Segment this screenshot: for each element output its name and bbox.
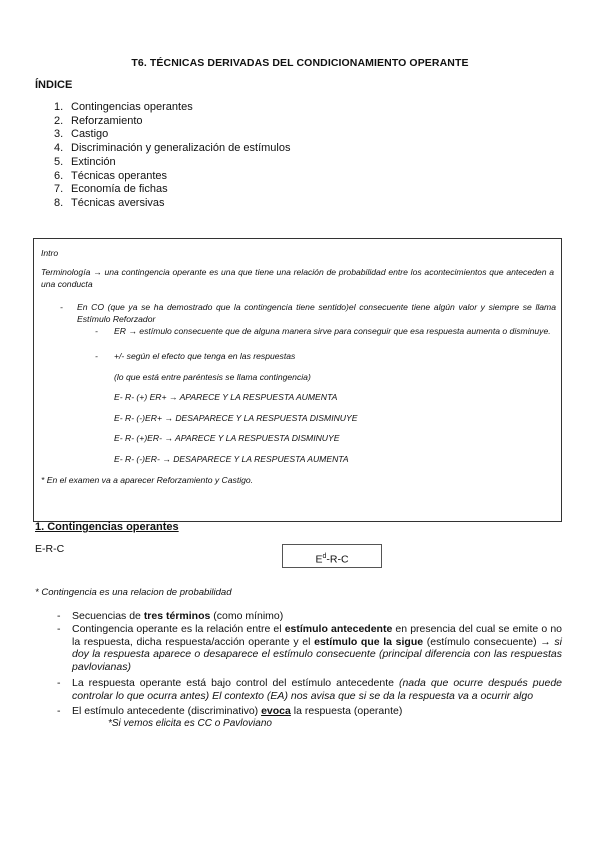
index-list [54,101,290,211]
index-item-label: Reforzamiento [71,114,143,127]
contingency-note: * Contingencia es una relacion de probabilidad [35,587,232,598]
b4-text-evoca: evoca [261,705,291,717]
intro-er-item: ER → estímulo consecuente que de alguna manera sirve para conseguir que esa respuesta aumenta o disminuye. [114,326,551,336]
bullet-operant-contingency [72,623,562,674]
index-item [54,115,290,129]
b2-text-c: en presencia del cual se emite o no la respuesta, dicha respuesta/acción operante y el [72,623,563,648]
index-item-number: 6. [54,169,64,182]
index-item-number: 2. [54,114,64,127]
b2-text-e: (estímulo consecuente) → [423,635,555,648]
b1-text-bold: tres términos [143,610,211,622]
index-item-label: Técnicas operantes [71,169,167,182]
index-item-number: 4. [54,142,64,155]
b2-text-italic: si doy la respuesta aparece o desaparece el estímulo consecuente (principal diferencia con las respuestas pavlovianas) [72,635,563,674]
bullet-evoca [72,705,562,718]
index-item-label: Contingencias operantes [71,101,193,113]
index-item [54,101,290,115]
intro-terminology: Terminología → una contingencia operante es una que tiene una relación de probabilidad entre los acontecimientos que anteceden a una conducta [41,267,554,289]
pavlovian-note: *Si vemos elicita es CC o Pavloviano [108,718,272,729]
b4-text-c: la respuesta (operante) [290,705,403,717]
erc-discriminative-box [282,544,382,568]
b1-text-a: Secuencias de [72,610,144,622]
intro-box [33,238,562,522]
b1-text-c: (como mínimo) [210,610,284,622]
index-item-label: Castigo [71,128,109,141]
index-item [54,142,290,156]
index-item [54,128,290,142]
bullet-antecedent-control [72,677,562,702]
index-item-number: 5. [54,155,64,168]
index-item-number: 8. [54,196,64,209]
intro-co-item: En CO (que ya se ha demostrado que la contingencia tiene sentido)el consecuente tiene algún valor y siempre se llama Estímulo Reforzador [77,302,556,324]
erc-box-superscript: d [322,553,327,560]
bullet-dash: - [57,677,61,689]
erc-formula: E-R-C [35,543,65,555]
document-title: T6. TÉCNICAS DERIVADAS DEL CONDICIONAMIENTO OPERANTE [131,57,469,69]
intro-paren-note: (lo que está entre paréntesis se llama contingencia) [114,372,311,382]
index-item [54,183,290,197]
b2-text-bold-following: estímulo que la sigue [314,635,424,648]
index-item [54,156,290,170]
erc-box-rest: -R-C [326,553,349,566]
erc-box-e: E [315,553,323,566]
index-item [54,170,290,184]
er-item-dash: - [95,326,98,336]
b4-text-a: El estímulo antecedente (discriminativo) [72,705,262,717]
intro-formula: E- R- (-)ER+ → DESAPARECE Y LA RESPUESTA DISMINUYE [114,413,358,423]
bullet-dash: - [57,705,61,717]
intro-exam-note: * En el examen va a aparecer Reforzamiento y Castigo. [41,475,254,485]
b3-text-a: La respuesta operante está bajo control del estímulo antecedente [72,677,399,689]
b3-text-italic: (nada que ocurre después puede controlar lo que ocurra antes) El contexto (EA) nos avisa que si se da la respuesta va a ocurrir algo [72,677,563,702]
index-item-label: Discriminación y generalización de estímulos [71,142,291,155]
b2-text-a: Contingencia operante es la relación entre el [72,623,285,635]
intro-label: Intro [41,248,59,258]
index-item-number: 1. [54,101,64,113]
section-1-heading: 1. Contingencias operantes [35,521,179,533]
co-item-dash: - [60,302,63,312]
index-heading: ÍNDICE [35,79,73,91]
intro-formula: E- R- (+) ER+ → APARECE Y LA RESPUESTA AUMENTA [114,392,338,402]
bullet-dash: - [57,623,61,635]
index-item [54,197,290,211]
index-item-label: Extinción [71,155,116,168]
index-item-number: 7. [54,183,64,196]
index-item-number: 3. [54,128,64,141]
intro-formula: E- R- (+)ER- → APARECE Y LA RESPUESTA DISMINUYE [114,433,340,443]
bullet-three-terms [72,610,562,623]
index-item-label: Economía de fichas [71,183,168,196]
intro-effect-item: +/- según el efecto que tenga en las respuestas [114,351,296,361]
bullet-dash: - [57,610,61,622]
index-item-label: Técnicas aversivas [71,196,165,209]
intro-formula: E- R- (-)ER- → DESAPARECE Y LA RESPUESTA AUMENTA [114,454,349,464]
b2-text-bold-antecedent: estímulo antecedente [284,623,393,635]
effect-item-dash: - [95,351,98,361]
